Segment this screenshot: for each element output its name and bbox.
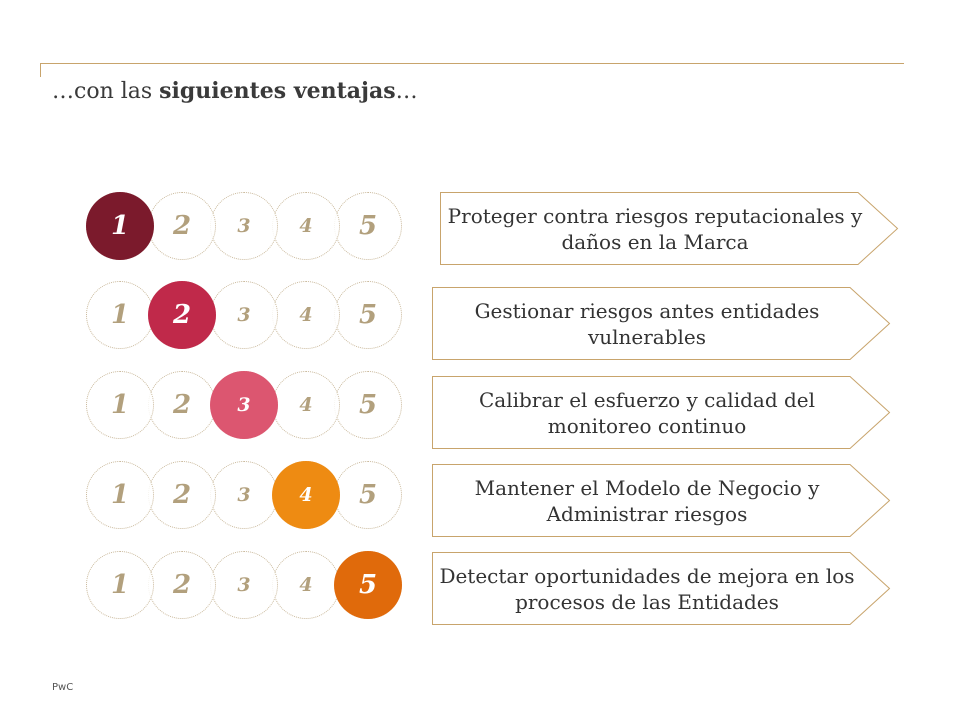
step-number: 1 xyxy=(110,390,130,420)
step-number: 5 xyxy=(358,300,378,330)
active-step-number: 2 xyxy=(172,300,192,330)
header-rule xyxy=(40,63,904,64)
step-row-5 xyxy=(80,545,410,625)
advantage-text: Gestionar riesgos antes entidades vulnerables xyxy=(474,299,820,349)
step-number: 4 xyxy=(299,574,313,596)
active-step-number: 1 xyxy=(110,211,130,241)
step-row-3 xyxy=(80,365,410,445)
step-number: 1 xyxy=(110,480,130,510)
step-number: 3 xyxy=(237,304,251,326)
step-number: 1 xyxy=(110,570,130,600)
footer-brand: PwC xyxy=(52,682,74,693)
advantage-text: Mantener el Modelo de Negocio y Administrar riesgos xyxy=(474,476,820,526)
step-number: 3 xyxy=(237,574,251,596)
step-number: 5 xyxy=(358,211,378,241)
advantage-arrow-box xyxy=(440,192,910,266)
header-rule-tick xyxy=(40,63,41,77)
active-step-number: 3 xyxy=(237,394,251,416)
step-number: 3 xyxy=(237,215,251,237)
step-number: 4 xyxy=(299,215,313,237)
advantage-text: Detectar oportunidades de mejora en los procesos de las Entidades xyxy=(439,564,855,614)
advantage-text: Proteger contra riesgos reputacionales y daños en la Marca xyxy=(447,204,863,254)
step-number: 1 xyxy=(110,300,130,330)
step-number: 2 xyxy=(172,390,192,420)
step-number: 2 xyxy=(172,480,192,510)
step-number: 5 xyxy=(358,480,378,510)
page-title-bold: siguientes ventajas xyxy=(159,78,396,104)
step-row-2 xyxy=(80,275,410,355)
step-row-4 xyxy=(80,455,410,535)
step-number: 4 xyxy=(299,304,313,326)
advantage-arrow-box xyxy=(432,464,902,538)
active-step-number: 5 xyxy=(358,570,378,600)
advantage-arrow-box xyxy=(432,287,902,361)
step-number: 4 xyxy=(299,394,313,416)
page-title: …con las siguientes ventajas… xyxy=(52,78,418,104)
active-step-number: 4 xyxy=(299,484,313,506)
step-number: 5 xyxy=(358,390,378,420)
step-number: 2 xyxy=(172,211,192,241)
step-number: 3 xyxy=(237,484,251,506)
advantage-arrow-box xyxy=(432,552,902,626)
advantage-arrow-box xyxy=(432,376,902,450)
advantage-text: Calibrar el esfuerzo y calidad del monitoreo continuo xyxy=(478,388,816,438)
step-row-1 xyxy=(80,186,410,266)
step-number: 2 xyxy=(172,570,192,600)
